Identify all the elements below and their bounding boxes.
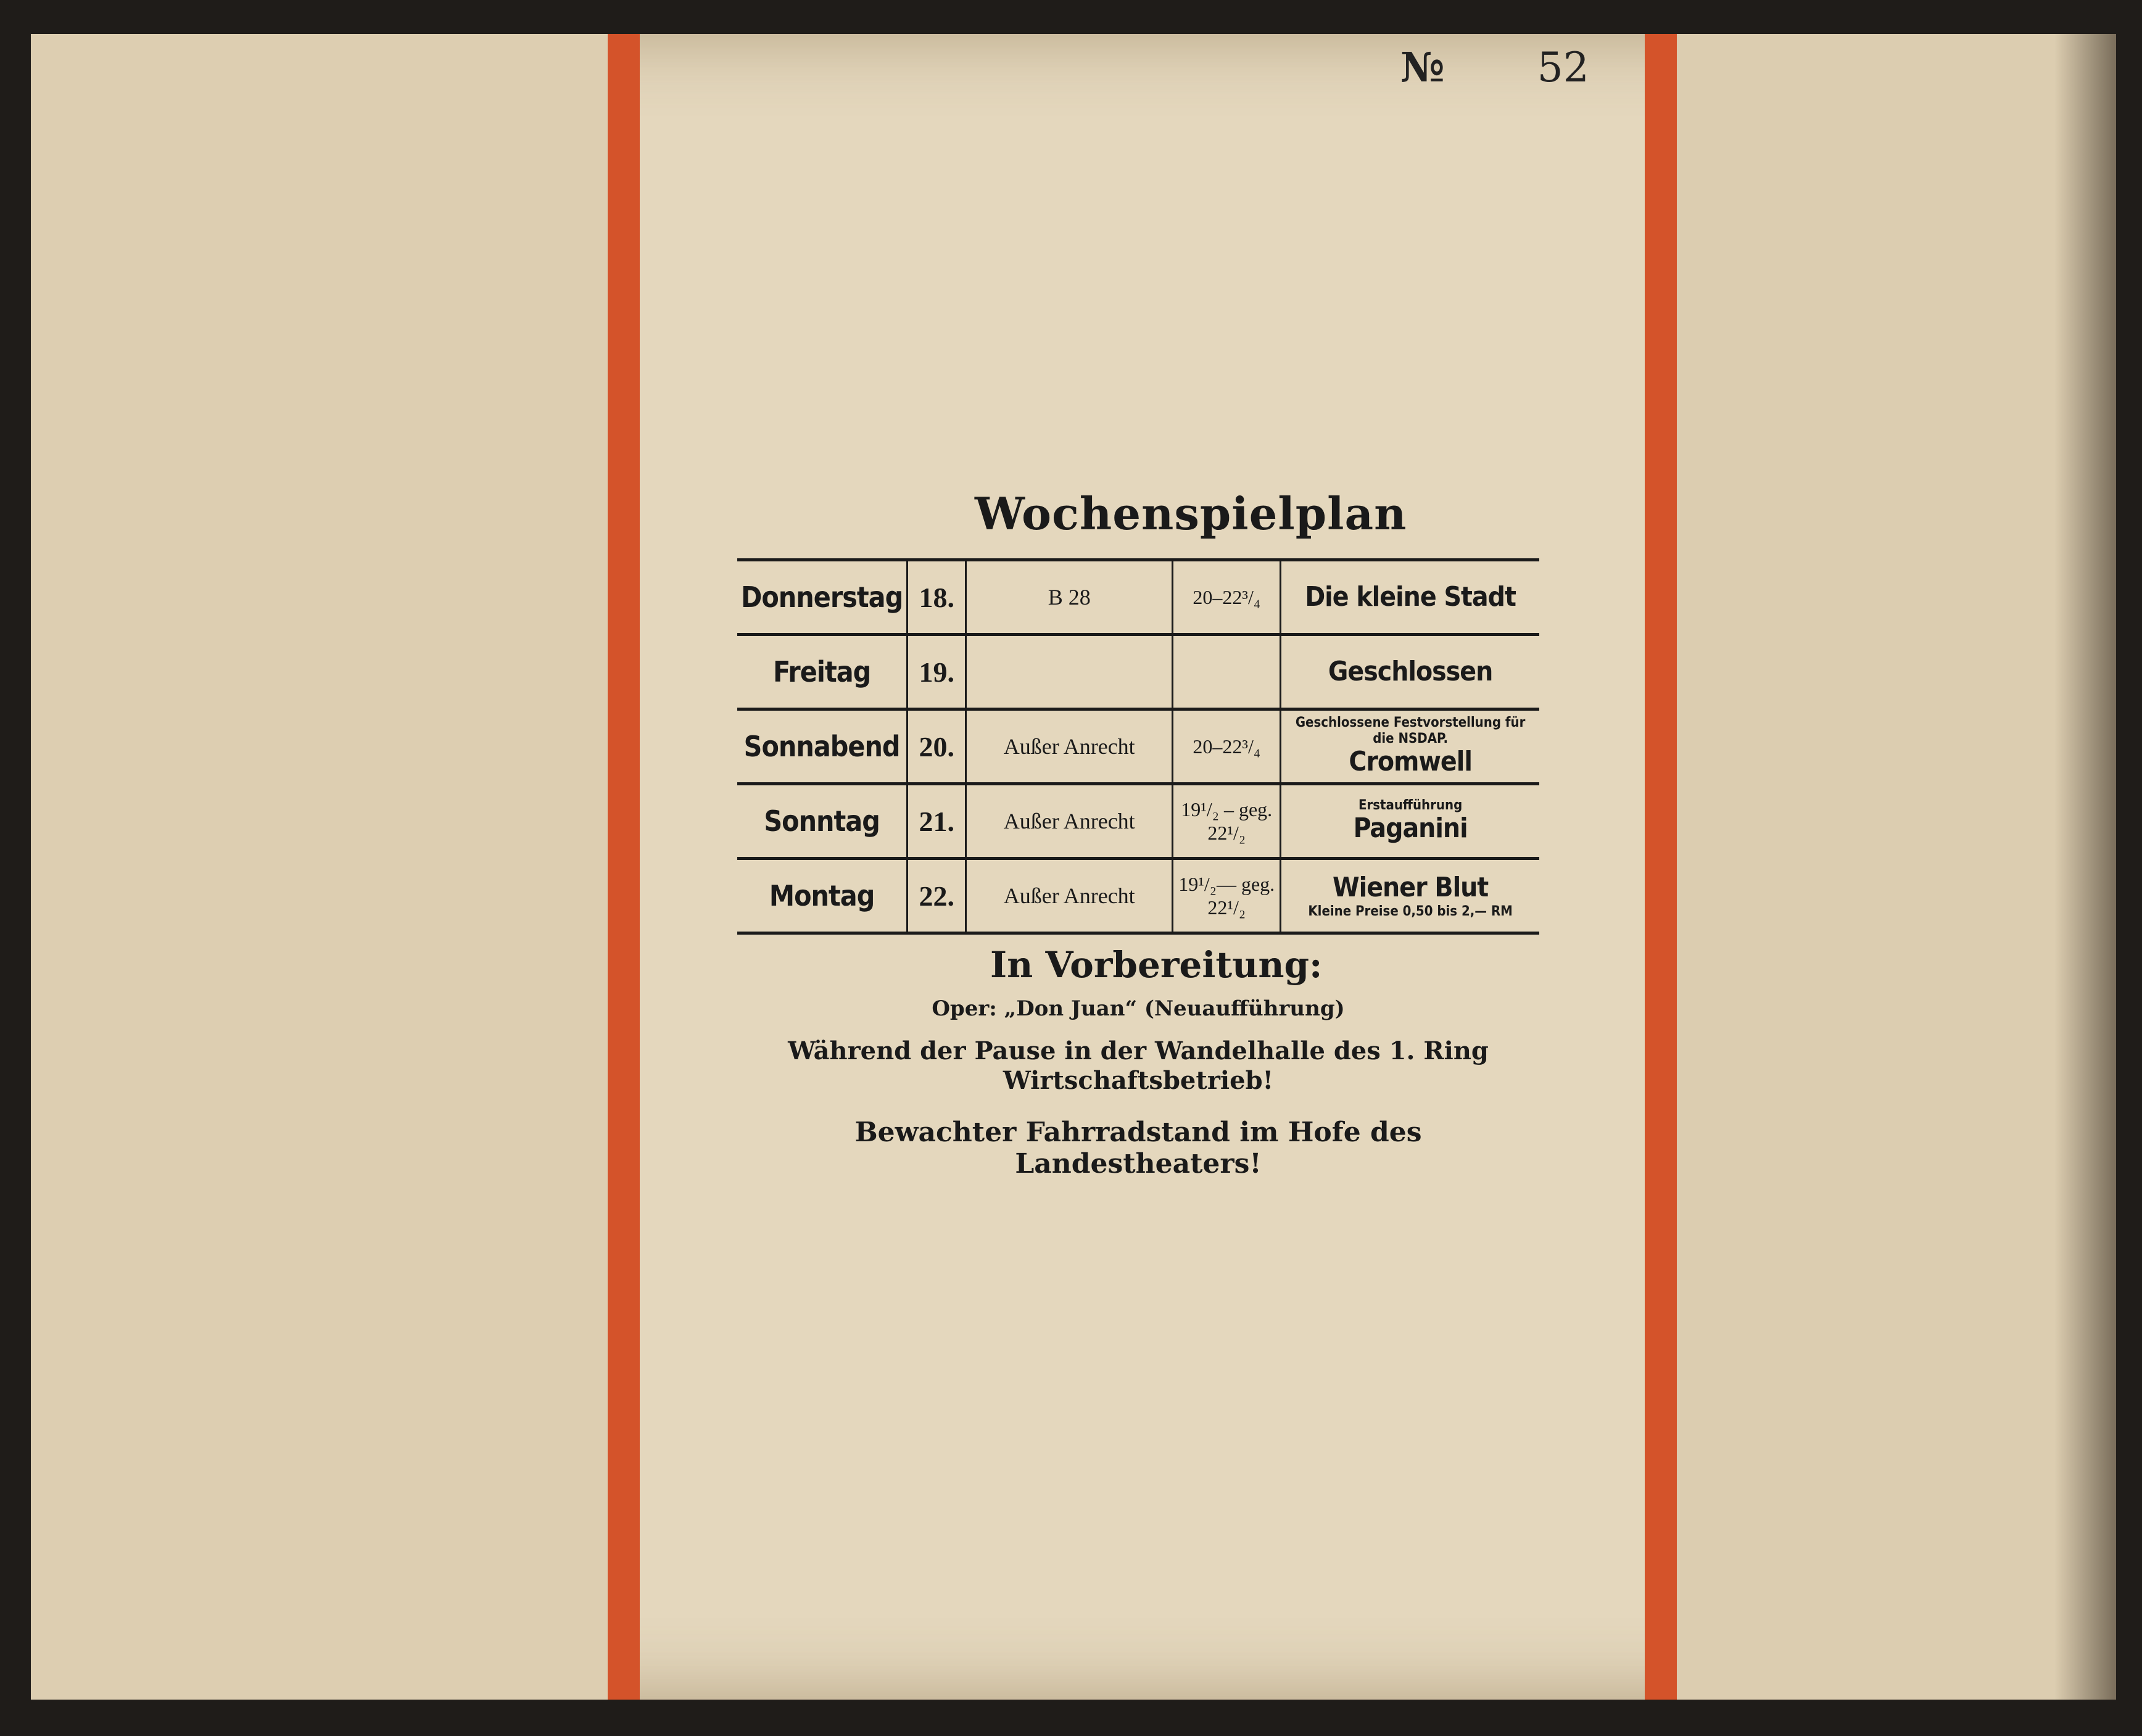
issue-number: [1400, 43, 1589, 91]
day-cell: Sonntag: [737, 784, 908, 859]
show-title: Die kleine Stadt: [1305, 581, 1516, 613]
show-cell: [1281, 859, 1539, 933]
table-row: [737, 859, 1539, 933]
series-cell: [966, 635, 1173, 709]
table-row: [737, 784, 1539, 859]
series-cell: Außer Anrecht: [966, 709, 1173, 784]
show-cell: [1281, 784, 1539, 859]
spine-shadow: [2054, 34, 2116, 1700]
time-cell: 20–22³/₄: [1173, 709, 1281, 784]
left-red-stripe: [608, 34, 640, 1700]
page-title: Wochenspielplan: [975, 487, 1407, 540]
show-title: Wiener Blut: [1332, 872, 1489, 904]
show-title: Cromwell: [1349, 746, 1472, 777]
series-cell: B 28: [966, 560, 1173, 635]
right-page: [1677, 34, 2116, 1700]
show-cell: [1281, 635, 1539, 709]
time-cell: 19¹/₂— geg. 22¹/₂: [1173, 859, 1281, 933]
preparation-item: Oper: „Don Juan“ (Neuaufführung): [932, 996, 1345, 1021]
notice-fahrradstand: Bewachter Fahrradstand im Hofe des Landestheaters!: [854, 1117, 1422, 1180]
show-subnote: Kleine Preise 0,50 bis 2,— RM: [1308, 903, 1513, 919]
notice-wirtschaftsbetrieb: Während der Pause in der Wandelhalle des 1. Ring Wirtschaftsbetrieb!: [788, 1036, 1489, 1095]
show-title: Paganini: [1353, 812, 1468, 845]
day-cell: Sonnabend: [737, 709, 908, 784]
left-page: [31, 34, 608, 1700]
issue-value: 52: [1537, 44, 1589, 91]
show-note: Geschlossene Festvorstellung für die NSDAP.: [1295, 715, 1526, 746]
show-note: Erstaufführung: [1358, 798, 1463, 814]
right-red-stripe: [1645, 34, 1677, 1700]
date-cell: 18.: [908, 560, 966, 635]
issue-symbol: №: [1400, 43, 1445, 91]
table-row: [737, 635, 1539, 709]
date-cell: 21.: [908, 784, 966, 859]
date-cell: 20.: [908, 709, 966, 784]
table-row: [737, 709, 1539, 784]
preparation-title: In Vorbereitung:: [990, 944, 1323, 986]
series-cell: Außer Anrecht: [966, 784, 1173, 859]
time-cell: 20–22³/₄: [1173, 560, 1281, 635]
day-cell: Freitag: [737, 635, 908, 709]
series-cell: Außer Anrecht: [966, 859, 1173, 933]
date-cell: 22.: [908, 859, 966, 933]
table-row: [737, 560, 1539, 635]
date-cell: 19.: [908, 635, 966, 709]
time-cell: 19¹/₂ – geg. 22¹/₂: [1173, 784, 1281, 859]
day-cell: Donnerstag: [737, 560, 908, 635]
show-cell: [1281, 709, 1539, 784]
time-cell: [1173, 635, 1281, 709]
schedule-table: [737, 558, 1539, 935]
day-cell: Montag: [737, 859, 908, 933]
show-title: Geschlossen: [1328, 655, 1493, 687]
show-cell: [1281, 560, 1539, 635]
